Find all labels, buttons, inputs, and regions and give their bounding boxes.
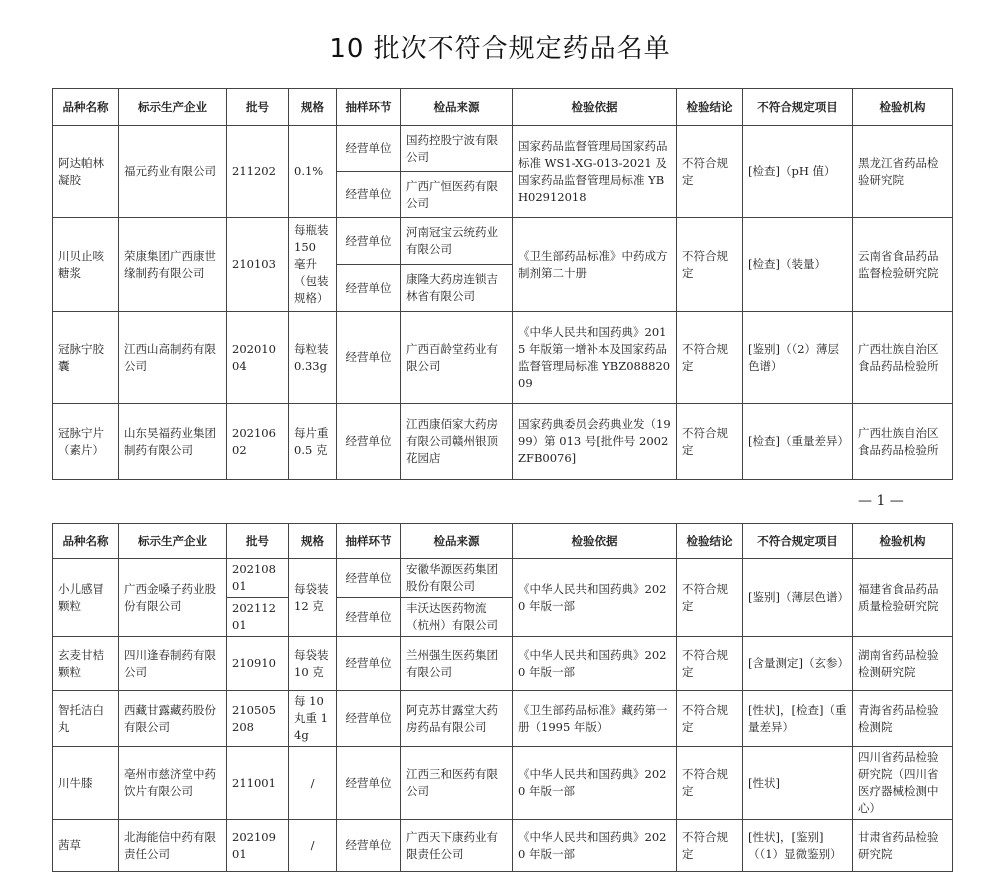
testing-lab: 湖南省药品检验检测研究院	[853, 637, 953, 691]
manufacturer: 福元药业有限公司	[119, 126, 227, 218]
header-lab: 检验机构	[853, 89, 953, 126]
testing-lab: 云南省食品药品监督检验研究院	[853, 218, 953, 312]
table-row	[53, 691, 953, 747]
table-row	[53, 820, 953, 872]
sampling-stage: 经营单位	[337, 404, 401, 480]
header-spec: 规格	[289, 89, 337, 126]
table-row	[53, 126, 953, 172]
manufacturer: 北海能信中药有限责任公司	[119, 820, 227, 872]
batch-number: 20201004	[227, 312, 289, 404]
sampling-stage: 经营单位	[337, 637, 401, 691]
test-result: 不符合规定	[677, 820, 743, 872]
header-maker: 标示生产企业	[119, 89, 227, 126]
sample-source: 国药控股宁波有限公司	[401, 126, 513, 172]
failed-item: [性状]，[鉴别]（（1）显微鉴别）	[743, 820, 853, 872]
sampling-stage: 经营单位	[337, 598, 401, 637]
specification: 每瓶装 150 毫升（包装规格）	[289, 218, 337, 312]
sampling-stage: 经营单位	[337, 172, 401, 218]
header-row	[53, 89, 953, 126]
sampling-stage: 经营单位	[337, 691, 401, 747]
table-row	[53, 637, 953, 691]
page-number: — 1 —	[858, 493, 904, 509]
header-name: 品种名称	[53, 524, 119, 559]
drug-name: 川牛膝	[53, 747, 119, 820]
test-basis: 《卫生部药品标准》中药成方制剂第二十册	[513, 218, 677, 312]
header-batch: 批号	[227, 524, 289, 559]
test-result: 不符合规定	[677, 637, 743, 691]
header-lab: 检验机构	[853, 524, 953, 559]
testing-lab: 四川省药品检验研究院（四川省医疗器械检测中心）	[853, 747, 953, 820]
test-basis: 《中华人民共和国药典》2020 年版一部	[513, 747, 677, 820]
header-batch: 批号	[227, 89, 289, 126]
drug-name: 玄麦甘桔颗粒	[53, 637, 119, 691]
table-row	[53, 312, 953, 404]
table-row	[53, 747, 953, 820]
header-stage: 抽样环节	[337, 524, 401, 559]
drug-name: 小儿感冒颗粒	[53, 559, 119, 637]
test-basis: 《中华人民共和国药典》2015 年版第一增补本及国家药品监督管理局标准 YBZ08882009	[513, 312, 677, 404]
sample-source: 广西天下康药业有限责任公司	[401, 820, 513, 872]
failed-item: [检查]（装量）	[743, 218, 853, 312]
drug-name: 冠脉宁片（素片）	[53, 404, 119, 480]
specification: /	[289, 820, 337, 872]
test-basis: 《卫生部药品标准》藏药第一册（1995 年版）	[513, 691, 677, 747]
table-row	[53, 218, 953, 265]
header-source: 检品来源	[401, 89, 513, 126]
header-source: 检品来源	[401, 524, 513, 559]
sampling-stage: 经营单位	[337, 126, 401, 172]
manufacturer: 亳州市慈济堂中药饮片有限公司	[119, 747, 227, 820]
drug-name: 智托洁白丸	[53, 691, 119, 747]
sample-source: 阿克苏甘露堂大药房药品有限公司	[401, 691, 513, 747]
testing-lab: 甘肃省药品检验研究院	[853, 820, 953, 872]
header-item: 不符合规定项目	[743, 89, 853, 126]
test-result: 不符合规定	[677, 312, 743, 404]
document-title: 10 批次不符合规定药品名单	[329, 34, 671, 64]
drug-name: 茜草	[53, 820, 119, 872]
table-row	[53, 559, 953, 598]
testing-lab: 广西壮族自治区食品药品检验所	[853, 404, 953, 480]
specification: 0.1%	[289, 126, 337, 218]
manufacturer: 江西山高制药有限公司	[119, 312, 227, 404]
drug-name: 阿达帕林凝胶	[53, 126, 119, 218]
failed-item: [鉴别]（（2）薄层色谱）	[743, 312, 853, 404]
specification: 每片重 0.5 克	[289, 404, 337, 480]
test-result: 不符合规定	[677, 559, 743, 637]
header-name: 品种名称	[53, 89, 119, 126]
header-basis: 检验依据	[513, 524, 677, 559]
test-basis: 《中华人民共和国药典》2020 年版一部	[513, 559, 677, 637]
failed-item: [性状]，[检查]（重量差异）	[743, 691, 853, 747]
header-basis: 检验依据	[513, 89, 677, 126]
manufacturer: 广西金嗓子药业股份有限公司	[119, 559, 227, 637]
drug-name: 冠脉宁胶囊	[53, 312, 119, 404]
header-row	[53, 524, 953, 559]
test-basis: 《中华人民共和国药典》2020 年版一部	[513, 820, 677, 872]
testing-lab: 福建省食品药品质量检验研究院	[853, 559, 953, 637]
manufacturer: 西藏甘露藏药股份有限公司	[119, 691, 227, 747]
specification: 每 10 丸重 14g	[289, 691, 337, 747]
batch-number: 20211201	[227, 598, 289, 637]
sample-source: 康隆大药房连锁吉林省有限公司	[401, 265, 513, 312]
testing-lab: 青海省药品检验检测院	[853, 691, 953, 747]
sample-source: 广西广恒医药有限公司	[401, 172, 513, 218]
sampling-stage: 经营单位	[337, 312, 401, 404]
header-stage: 抽样环节	[337, 89, 401, 126]
failed-item: [鉴别]（薄层色谱）	[743, 559, 853, 637]
sample-source: 兰州强生医药集团有限公司	[401, 637, 513, 691]
test-basis: 国家药典委员会药典业发（1999）第 013 号[批件号 2002ZFB0076]	[513, 404, 677, 480]
table-row	[53, 404, 953, 480]
test-basis: 国家药品监督管理局国家药品标准 WS1-XG-013-2021 及国家药品监督管理局标准 YBH02912018	[513, 126, 677, 218]
sampling-stage: 经营单位	[337, 747, 401, 820]
specification: 每粒装 0.33g	[289, 312, 337, 404]
header-spec: 规格	[289, 524, 337, 559]
batch-number: 20210901	[227, 820, 289, 872]
sample-source: 广西百龄堂药业有限公司	[401, 312, 513, 404]
drug-table-page-1	[52, 88, 953, 480]
specification: 每袋装 12 克	[289, 559, 337, 637]
failed-item: [性状]	[743, 747, 853, 820]
batch-number: 210505208	[227, 691, 289, 747]
failed-item: [检查]（pH 值）	[743, 126, 853, 218]
test-result: 不符合规定	[677, 747, 743, 820]
header-item: 不符合规定项目	[743, 524, 853, 559]
specification: 每袋装 10 克	[289, 637, 337, 691]
test-result: 不符合规定	[677, 691, 743, 747]
sample-source: 江西康佰家大药房有限公司赣州银顶花园店	[401, 404, 513, 480]
test-result: 不符合规定	[677, 218, 743, 312]
batch-number: 20210801	[227, 559, 289, 598]
header-result: 检验结论	[677, 89, 743, 126]
failed-item: [含量测定]（玄参）	[743, 637, 853, 691]
sampling-stage: 经营单位	[337, 559, 401, 598]
header-result: 检验结论	[677, 524, 743, 559]
manufacturer: 荣康集团广西康世缘制药有限公司	[119, 218, 227, 312]
test-result: 不符合规定	[677, 404, 743, 480]
manufacturer: 四川逢春制药有限公司	[119, 637, 227, 691]
batch-number: 211001	[227, 747, 289, 820]
batch-number: 210103	[227, 218, 289, 312]
batch-number: 210910	[227, 637, 289, 691]
sampling-stage: 经营单位	[337, 265, 401, 312]
testing-lab: 广西壮族自治区食品药品检验所	[853, 312, 953, 404]
testing-lab: 黑龙江省药品检验研究院	[853, 126, 953, 218]
drug-name: 川贝止咳糖浆	[53, 218, 119, 312]
drug-table-page-2	[52, 523, 953, 872]
batch-number: 211202	[227, 126, 289, 218]
sample-source: 安徽华源医药集团股份有限公司	[401, 559, 513, 598]
test-basis: 《中华人民共和国药典》2020 年版一部	[513, 637, 677, 691]
sampling-stage: 经营单位	[337, 820, 401, 872]
sample-source: 江西三和医药有限公司	[401, 747, 513, 820]
header-maker: 标示生产企业	[119, 524, 227, 559]
manufacturer: 山东昊福药业集团制药有限公司	[119, 404, 227, 480]
sample-source: 河南冠宝云统药业有限公司	[401, 218, 513, 265]
test-result: 不符合规定	[677, 126, 743, 218]
specification: /	[289, 747, 337, 820]
sample-source: 丰沃达医药物流（杭州）有限公司	[401, 598, 513, 637]
sampling-stage: 经营单位	[337, 218, 401, 265]
batch-number: 20210602	[227, 404, 289, 480]
failed-item: [检查]（重量差异）	[743, 404, 853, 480]
